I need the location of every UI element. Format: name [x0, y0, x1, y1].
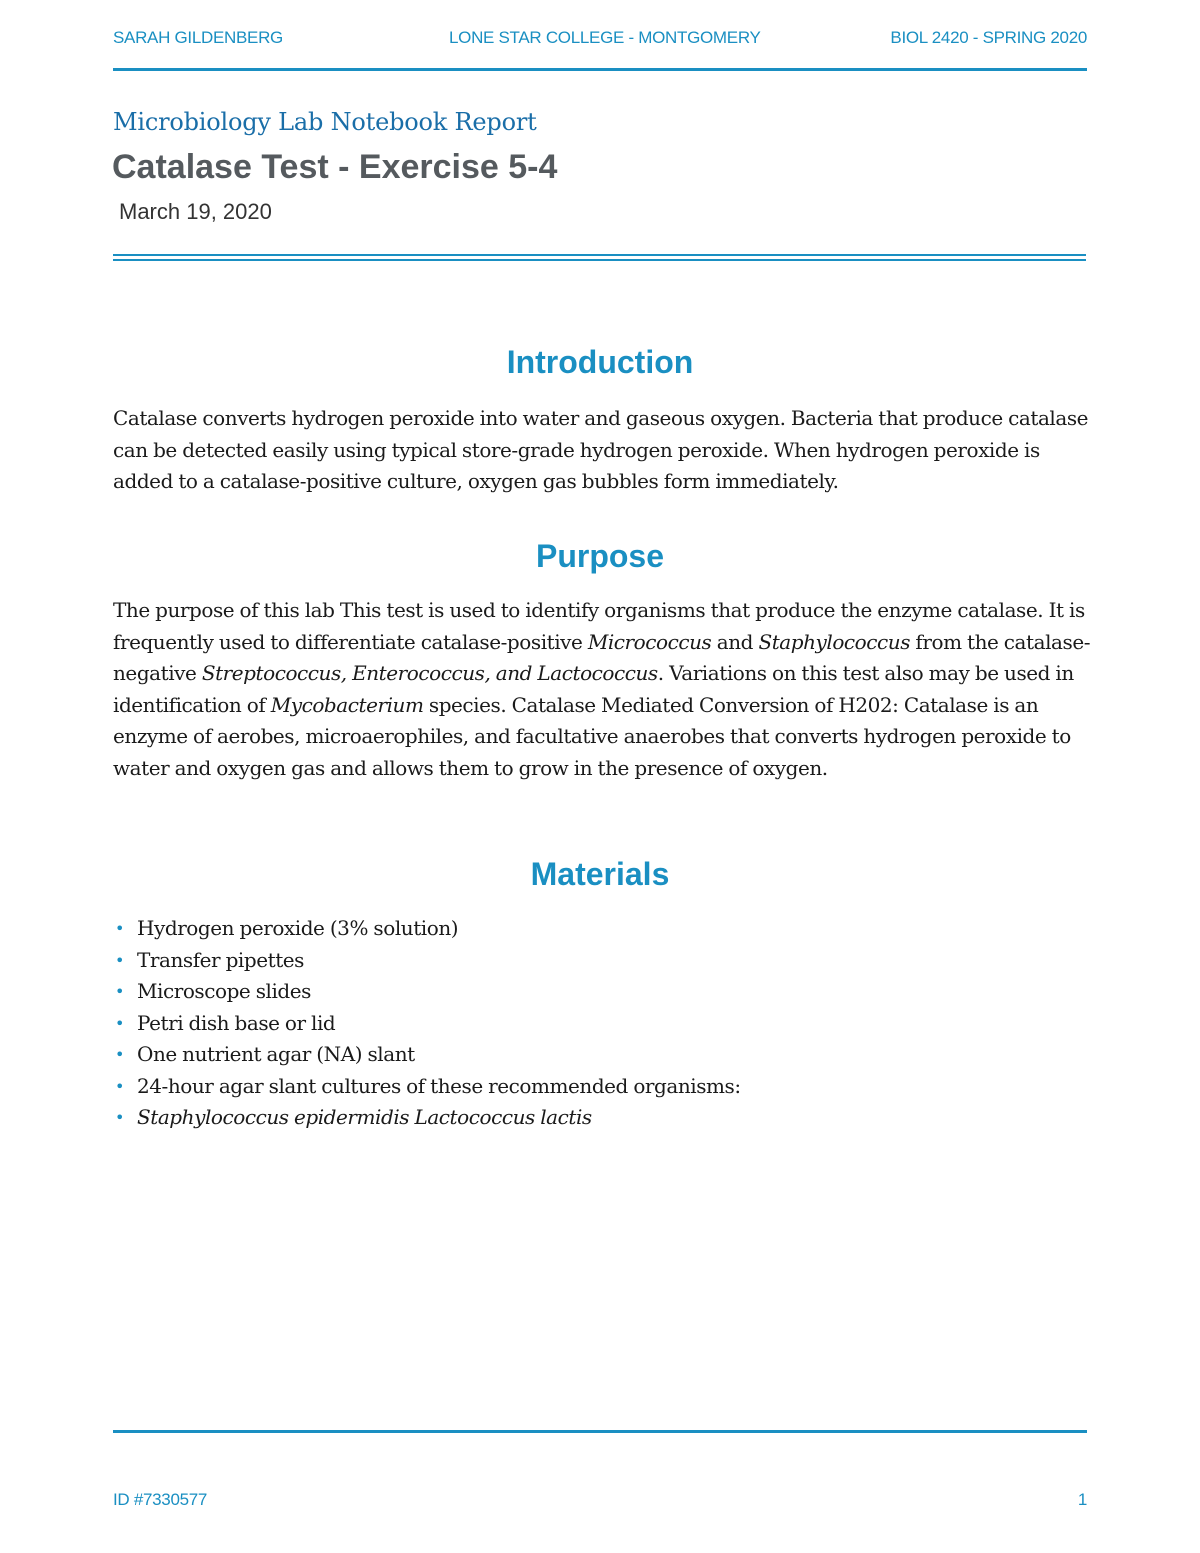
list-item-text: Microscope slides [137, 979, 311, 1003]
title-divider [113, 254, 1086, 261]
purpose-text-3: from the catalase-negative [113, 629, 1091, 685]
running-header [113, 28, 1087, 50]
materials-list [113, 913, 1093, 1134]
bullet-icon: • [115, 950, 124, 970]
list-item-text: Staphylococcus epidermidis Lactococcus lactis [137, 1105, 592, 1129]
purpose-text-1: The purpose of this lab This test is used to identify organisms that produce the enzyme catalase. It is frequently used to differentiate catalase-positive [113, 598, 1085, 654]
document-subtitle: Microbiology Lab Notebook Report [113, 108, 537, 136]
list-item [113, 1071, 1093, 1103]
list-item-text: Transfer pipettes [137, 947, 304, 972]
purpose-organism-2: Staphylococcus [758, 629, 911, 654]
purpose-paragraph [113, 595, 1093, 784]
introduction-heading: Introduction [506, 344, 694, 380]
bullet-icon: • [115, 1045, 124, 1064]
list-item-text: One nutrient agar (NA) slant [137, 1042, 415, 1066]
running-footer [113, 1490, 1087, 1512]
list-item-text: Petri dish base or lid [137, 1010, 336, 1035]
bullet-icon: • [115, 919, 124, 938]
materials-heading: Materials [530, 856, 670, 892]
header-institution: LONE STAR COLLEGE - MONTGOMERY [449, 28, 761, 47]
bullet-icon: • [115, 982, 124, 1001]
bullet-icon: • [115, 1076, 124, 1096]
purpose-organism-4: Mycobacterium [270, 692, 424, 717]
purpose-heading: Purpose [535, 538, 665, 574]
purpose-text-5: species. Catalase Mediated Conversion of H202: Catalase is an enzyme of aerobes, microaerophiles, and facultative anaerobes that converts hydrogen peroxide to water and oxygen gas and allows them to grow in the presence of oxygen. [113, 692, 1071, 780]
bullet-icon: • [115, 1013, 124, 1033]
list-item [113, 913, 1093, 945]
list-item-text: Hydrogen peroxide (3% solution) [137, 916, 459, 940]
header-divider [113, 68, 1087, 71]
page-number: 1 [1077, 1490, 1087, 1509]
bullet-icon: • [115, 1108, 124, 1127]
list-item [113, 1039, 1093, 1071]
list-item [113, 945, 1093, 977]
list-item [113, 1008, 1093, 1040]
purpose-organism-3: Streptococcus, Enterococcus, and Lactococcus [201, 661, 658, 685]
header-author: SARAH GILDENBERG [113, 28, 283, 47]
header-course: BIOL 2420 - SPRING 2020 [890, 28, 1087, 47]
purpose-text-4: . Variations on this test also may be used in identification of [113, 661, 1074, 717]
purpose-text-2: and [711, 629, 759, 654]
document-date: March 19, 2020 [119, 199, 272, 224]
purpose-organism-1: Micrococcus [587, 629, 712, 654]
footer-divider [113, 1430, 1087, 1433]
document-title: Catalase Test - Exercise 5-4 [112, 148, 558, 186]
list-item [113, 1102, 1093, 1134]
introduction-paragraph: Catalase converts hydrogen peroxide into water and gaseous oxygen. Bacteria that produce catalase can be detected easily using typical store-grade hydrogen peroxide. When hydrogen peroxide is added to a catalase-positive culture, oxygen gas bubbles form immediately. [113, 406, 1089, 493]
list-item [113, 976, 1093, 1008]
list-item-text: 24-hour agar slant cultures of these recommended organisms: [137, 1073, 741, 1098]
footer-id: ID #7330577 [113, 1490, 208, 1509]
